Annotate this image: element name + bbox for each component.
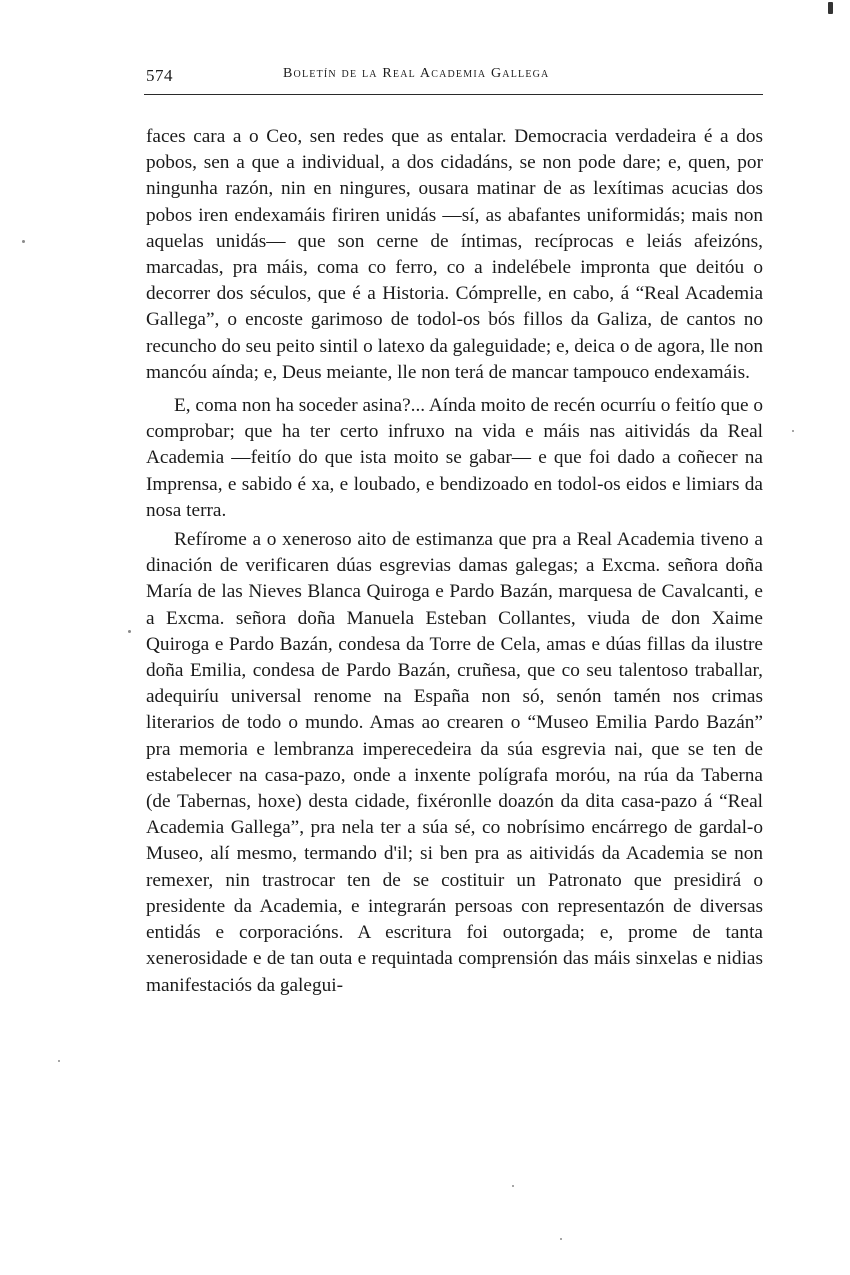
- paragraph-3: Refírome a o xeneroso aito de estimanza que pra a Real Academia tiveno a dinación de verificaren dúas esgrevias damas galegas; a Excma. señora doña María de las Nieves Blanca Quiroga e Pardo Bazán, marquesa de Cavalcanti, e a Excma. señora doña Manuela Esteban Collantes, viuda de don Xaime Quiroga e Pardo Bazán, condesa da Torre de Cela, amas e dúas fillas da ilustre doña Emilia, condesa de Pardo Bazán, cruñesa, que co seu talentoso traballar, adequiríu universal renome na España non só, senón tamén nos crimas literarios de todo o mundo. Amas ao crearen o “Museo Emilia Pardo Bazán” pra memoria e lembranza imperecedeira da súa esgrevia nai, que se ten de estabelecer na casa-pazo, onde a inxente polígrafa moróu, na rúa da Taberna (de Tabernas, hoxe) desta cidade, fixéronlle doazón da dita casa-pazo á “Real Academia Gallega”, pra nela ter a súa sé, co nobrísimo encárrego de gardal-o Museo, alí mesmo, termando d'il; si ben pra as aitividás da Academia se non remexer, nin trastrocar ten de se costituir un Patronato que presidirá o presidente da Academia, e integrarán persoas con representazón de diversas entidás e corporacións. A escritura foi outorgada; e, prome de tanta xenerosidade e de tan outa e requintada comprensión das máis sinxelas e nidias manifestaciós da galegui-: [146, 529, 763, 996]
- page-number: 574: [146, 66, 173, 85]
- scan-speck: [792, 430, 794, 432]
- header-rule: [144, 94, 763, 95]
- scan-speck: [560, 1238, 562, 1240]
- scan-speck: [128, 630, 131, 633]
- body-text: [146, 124, 763, 999]
- scan-speck: [512, 1185, 514, 1187]
- paragraph-1: faces cara a o Ceo, sen redes que as entalar. Democracia verdadeira é a dos pobos, sen a que a individual, a dos cidadáns, se non pode dare; e, quen, por ningunha razón, nin en ningures, ousara matinar de as lexítimas acucias dos pobos iren endexamáis firiren unidás —sí, as abafantes uniformidás; mais non aquelas unidás— que son cerne de íntimas, recíprocas e leiás afeizóns, marcadas, pra máis, coma co ferro, co a indelébele impronta que deitóu o decorrer dos séculos, que é a Historia. Cómprelle, en cabo, á “Real Academia Gallega”, o encoste garimoso de todol-os bós fillos da Galiza, de cantos no recuncho do seu peito sintil o latexo da galeguidade; e, deica o de agora, lle non mancóu aínda; e, Deus meiante, lle non terá de mancar tampouco endexamáis.: [146, 126, 763, 383]
- paragraph-2: E, coma non ha soceder asina?... Aínda moito de recén ocurríu o feitío que o comprobar; que ha ter certo infruxo na vida e máis nas aitividás da Real Academia —feitío do que ista moito se gabar— e que foi dado a coñecer na Imprensa, e sabido é xa, e loubado, e bendizoado en todol-os eidos e limiars da nosa terra.: [146, 395, 763, 521]
- running-title: Boletín de la Real Academia Gallega: [283, 66, 550, 81]
- scan-speck: [828, 2, 833, 14]
- scan-speck: [58, 1060, 60, 1062]
- scan-speck: [22, 240, 25, 243]
